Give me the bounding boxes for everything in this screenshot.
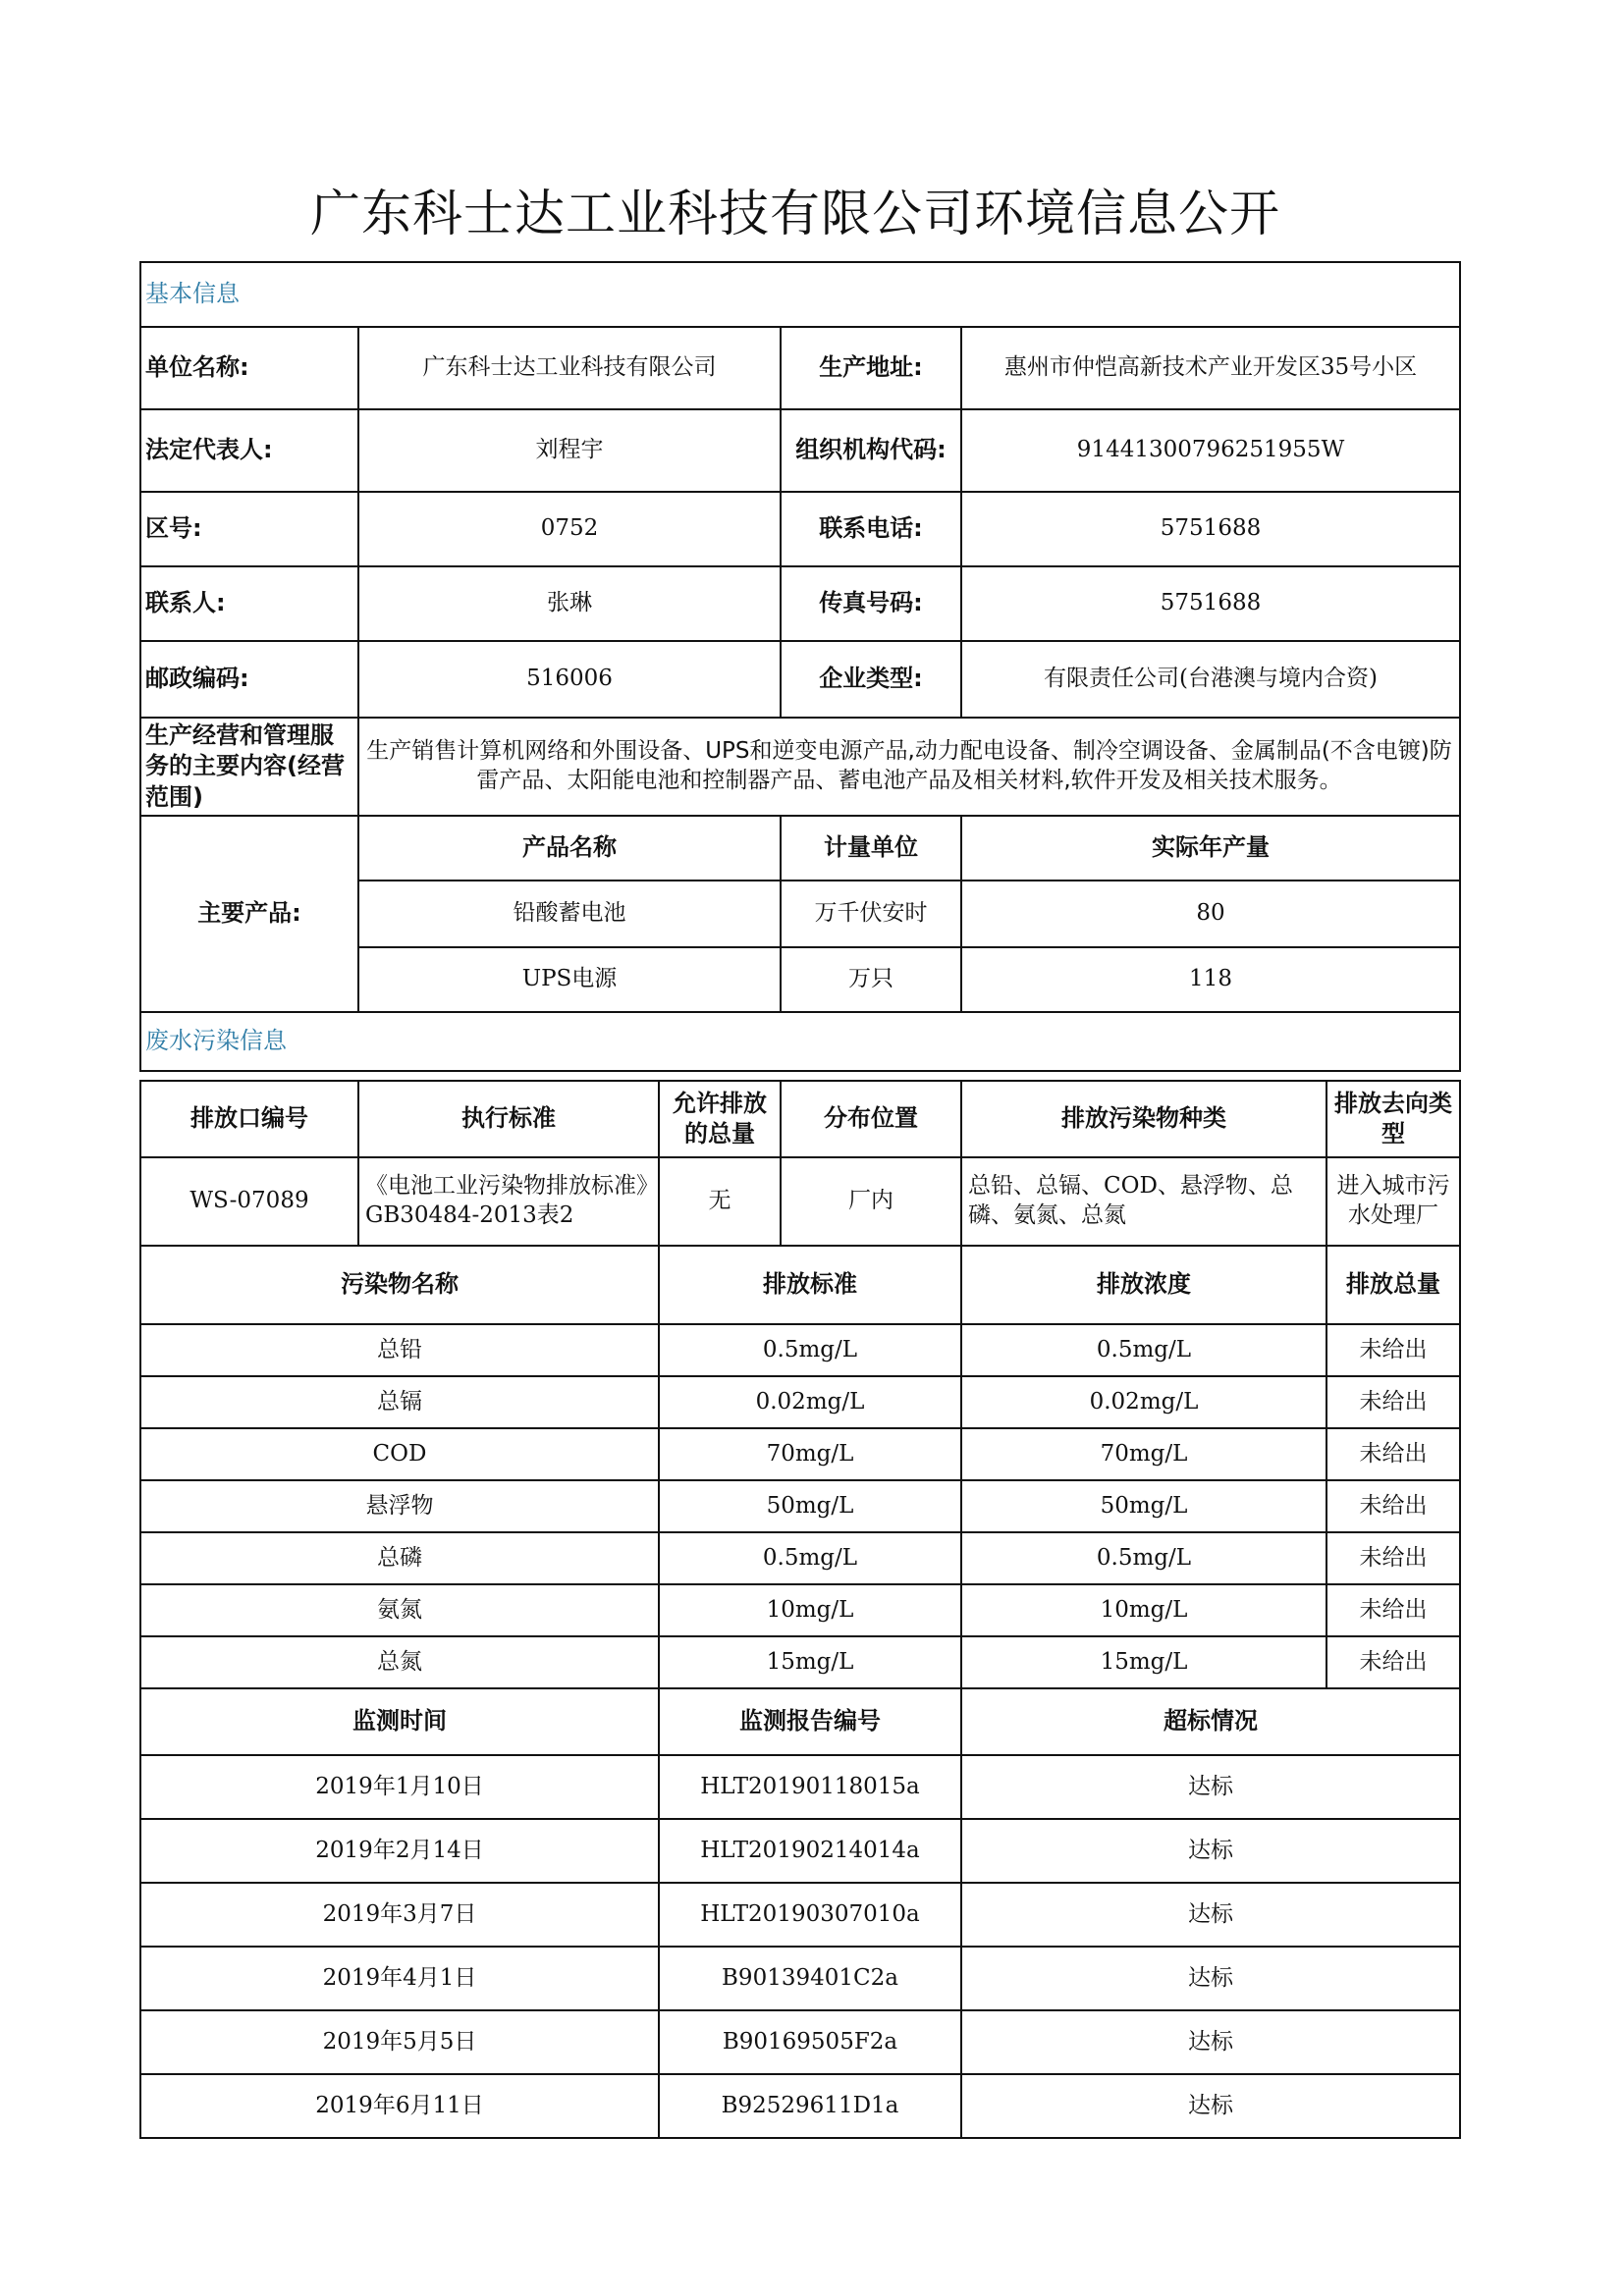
- monitoring-date: 2019年5月5日: [140, 2010, 659, 2074]
- main-products-label: 主要产品:: [140, 816, 358, 1012]
- monitoring-date: 2019年3月7日: [140, 1883, 659, 1947]
- outlet-standard: 《电池工业污染物排放标准》GB30484-2013表2: [358, 1157, 659, 1246]
- table-row: [140, 1584, 1460, 1636]
- pollutant-concentration: 10mg/L: [961, 1584, 1326, 1636]
- table-row: [140, 1532, 1460, 1584]
- pollutant-concentration: 50mg/L: [961, 1480, 1326, 1532]
- monitoring-report-id: HLT20190307010a: [659, 1883, 961, 1947]
- monitoring-header-date: 监测时间: [140, 1688, 659, 1755]
- legal-rep-value: 刘程宇: [358, 409, 781, 492]
- monitoring-date: 2019年6月11日: [140, 2074, 659, 2138]
- pollutant-concentration: 0.02mg/L: [961, 1376, 1326, 1428]
- monitoring-table: [139, 1687, 1461, 2139]
- monitoring-header-report-id: 监测报告编号: [659, 1688, 961, 1755]
- postcode-value: 516006: [358, 641, 781, 718]
- monitoring-report-id: B90139401C2a: [659, 1947, 961, 2010]
- pollutant-total: 未给出: [1326, 1532, 1460, 1584]
- pollutant-standard: 50mg/L: [659, 1480, 961, 1532]
- company-type-value: 有限责任公司(台港澳与境内合资): [961, 641, 1460, 718]
- phone-label: 联系电话:: [781, 492, 961, 566]
- outlet-pollutant-types: 总铅、总镉、COD、悬浮物、总磷、氨氮、总氮: [961, 1157, 1326, 1246]
- table-row: [140, 1947, 1460, 2010]
- business-scope-value: 生产销售计算机网络和外围设备、UPS和逆变电源产品,动力配电设备、制冷空调设备、金属制品(不含电镀)防雷产品、太阳能电池和控制器产品、蓄电池产品及相关材料,软件开发及相关技术服务。: [358, 718, 1460, 816]
- pollutant-concentration: 0.5mg/L: [961, 1324, 1326, 1376]
- pollutant-standard: 10mg/L: [659, 1584, 961, 1636]
- outlet-header-allowed-total: 允许排放的总量: [659, 1081, 781, 1157]
- monitoring-header-exceedance: 超标情况: [961, 1688, 1460, 1755]
- table-row: [140, 1755, 1460, 1819]
- outlet-header-id: 排放口编号: [140, 1081, 358, 1157]
- address-label: 生产地址:: [781, 327, 961, 409]
- contact-value: 张琳: [358, 566, 781, 641]
- pollutant-concentration: 0.5mg/L: [961, 1532, 1326, 1584]
- fax-label: 传真号码:: [781, 566, 961, 641]
- pollutant-total: 未给出: [1326, 1480, 1460, 1532]
- address-value: 惠州市仲恺高新技术产业开发区35号小区: [961, 327, 1460, 409]
- postcode-label: 邮政编码:: [140, 641, 358, 718]
- outlet-id: WS-07089: [140, 1157, 358, 1246]
- basic-info-table: [139, 261, 1461, 1072]
- org-code-value: 91441300796251955W: [961, 409, 1460, 492]
- monitoring-status: 达标: [961, 1819, 1460, 1883]
- area-code-label: 区号:: [140, 492, 358, 566]
- product-unit: 万千伏安时: [781, 881, 961, 947]
- monitoring-report-id: B90169505F2a: [659, 2010, 961, 2074]
- pollutant-name: 总磷: [140, 1532, 659, 1584]
- business-scope-label: 生产经营和管理服务的主要内容(经营范围): [140, 718, 358, 816]
- pollutant-header-total: 排放总量: [1326, 1246, 1460, 1324]
- contact-label: 联系人:: [140, 566, 358, 641]
- monitoring-status: 达标: [961, 1755, 1460, 1819]
- monitoring-status: 达标: [961, 2010, 1460, 2074]
- legal-rep-label: 法定代表人:: [140, 409, 358, 492]
- table-row: [140, 1819, 1460, 1883]
- table-row: [140, 1428, 1460, 1480]
- pollutant-name: 总镉: [140, 1376, 659, 1428]
- pollutant-table: [139, 1245, 1461, 1689]
- monitoring-date: 2019年1月10日: [140, 1755, 659, 1819]
- monitoring-date: 2019年2月14日: [140, 1819, 659, 1883]
- outlet-location: 厂内: [781, 1157, 961, 1246]
- pollutant-standard: 0.5mg/L: [659, 1324, 961, 1376]
- monitoring-status: 达标: [961, 1947, 1460, 2010]
- pollutant-name: COD: [140, 1428, 659, 1480]
- table-row: [140, 1636, 1460, 1688]
- unit-name-label: 单位名称:: [140, 327, 358, 409]
- table-row: [140, 1376, 1460, 1428]
- table-row: [140, 1883, 1460, 1947]
- pollutant-total: 未给出: [1326, 1376, 1460, 1428]
- monitoring-report-id: B92529611D1a: [659, 2074, 961, 2138]
- page-title: 广东科士达工业科技有限公司环境信息公开: [309, 186, 1280, 243]
- outlet-header-location: 分布位置: [781, 1081, 961, 1157]
- product-output: 80: [961, 881, 1460, 947]
- phone-value: 5751688: [961, 492, 1460, 566]
- pollutant-header-name: 污染物名称: [140, 1246, 659, 1324]
- pollutant-total: 未给出: [1326, 1584, 1460, 1636]
- product-unit: 万只: [781, 947, 961, 1012]
- product-header-output: 实际年产量: [961, 816, 1460, 881]
- product-output: 118: [961, 947, 1460, 1012]
- product-name: UPS电源: [358, 947, 781, 1012]
- monitoring-report-id: HLT20190118015a: [659, 1755, 961, 1819]
- outlet-row: [140, 1157, 1460, 1246]
- pollutant-name: 总铅: [140, 1324, 659, 1376]
- pollutant-standard: 0.5mg/L: [659, 1532, 961, 1584]
- product-name: 铅酸蓄电池: [358, 881, 781, 947]
- pollutant-name: 氨氮: [140, 1584, 659, 1636]
- section-wastewater: 废水污染信息: [140, 1012, 1460, 1071]
- pollutant-header-concentration: 排放浓度: [961, 1246, 1326, 1324]
- wastewater-outlet-table: [139, 1080, 1461, 1247]
- outlet-header-standard: 执行标准: [358, 1081, 659, 1157]
- table-row: [140, 2010, 1460, 2074]
- fax-value: 5751688: [961, 566, 1460, 641]
- pollutant-header-standard: 排放标准: [659, 1246, 961, 1324]
- table-row: [140, 1324, 1460, 1376]
- monitoring-status: 达标: [961, 2074, 1460, 2138]
- outlet-header-pollutant-types: 排放污染物种类: [961, 1081, 1326, 1157]
- pollutant-name: 总氮: [140, 1636, 659, 1688]
- pollutant-total: 未给出: [1326, 1428, 1460, 1480]
- section-basic-info: 基本信息: [140, 262, 1460, 327]
- pollutant-total: 未给出: [1326, 1636, 1460, 1688]
- product-header-unit: 计量单位: [781, 816, 961, 881]
- company-type-label: 企业类型:: [781, 641, 961, 718]
- pollutant-concentration: 15mg/L: [961, 1636, 1326, 1688]
- table-row: [140, 1480, 1460, 1532]
- monitoring-date: 2019年4月1日: [140, 1947, 659, 2010]
- pollutant-standard: 15mg/L: [659, 1636, 961, 1688]
- outlet-allowed-total: 无: [659, 1157, 781, 1246]
- unit-name-value: 广东科士达工业科技有限公司: [358, 327, 781, 409]
- pollutant-concentration: 70mg/L: [961, 1428, 1326, 1480]
- org-code-label: 组织机构代码:: [781, 409, 961, 492]
- monitoring-status: 达标: [961, 1883, 1460, 1947]
- product-header-name: 产品名称: [358, 816, 781, 881]
- pollutant-total: 未给出: [1326, 1324, 1460, 1376]
- pollutant-standard: 70mg/L: [659, 1428, 961, 1480]
- outlet-header-destination: 排放去向类型: [1326, 1081, 1460, 1157]
- outlet-destination: 进入城市污水处理厂: [1326, 1157, 1460, 1246]
- area-code-value: 0752: [358, 492, 781, 566]
- table-row: [140, 2074, 1460, 2138]
- pollutant-name: 悬浮物: [140, 1480, 659, 1532]
- monitoring-report-id: HLT20190214014a: [659, 1819, 961, 1883]
- pollutant-standard: 0.02mg/L: [659, 1376, 961, 1428]
